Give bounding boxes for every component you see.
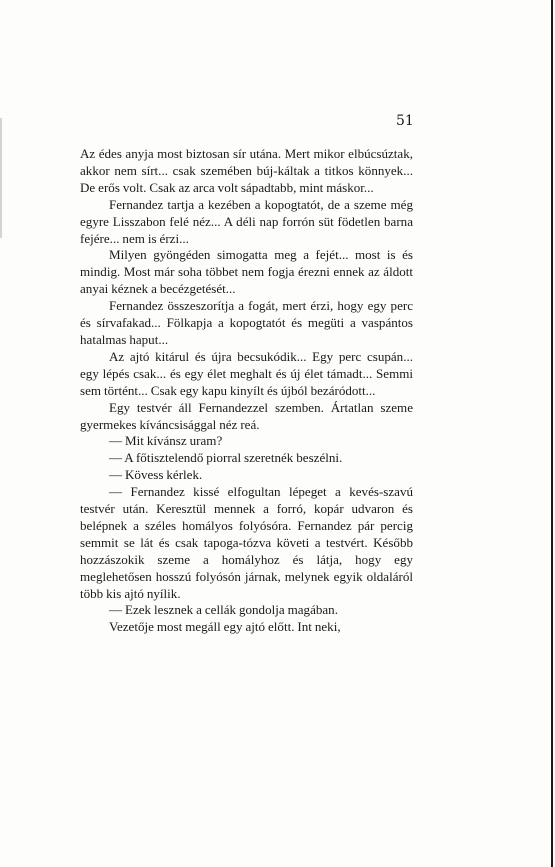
body-text [80, 146, 413, 636]
paragraph: — Fernandez kissé elfogultan lépeget a kevés-szavú testvér után. Keresztül mennek a forró, kopár udvaron és belépnek a széles homályos folyósóra. Fernandez pár percig semmit se lát és csak tapoga-tózva követi a testvért. Később hozzászokik szeme a homályhoz és látja, hogy egy meglehetősen hosszú folyósón járnak, melynek egyik oldaláról több kis ajtó nyílik. [80, 484, 413, 601]
page-edge-left [0, 118, 2, 238]
paragraph: Az ajtó kitárul és újra becsukódik... Egy perc csupán... egy lépés csak... és egy élet meghalt és új élet támadt... Semmi sem történt... Csak egy kapu kinyílt és újból bezáródott... [80, 348, 413, 398]
dialogue-line: — Ezek lesznek a cellák gondolja magában. [109, 602, 338, 618]
page-edge-right [551, 0, 553, 867]
paragraph: Milyen gyöngéden simogatta meg a fejét... most is és mindig. Most már soha többet nem fogja érezni ennek az áldott anyai kéznek a becézgetését... [80, 247, 413, 297]
dialogue-line: — A főtisztelendő piorral szeretnék beszélni. [109, 450, 343, 466]
page-number: 51 [396, 113, 414, 129]
dialogue-line: — Kövess kérlek. [109, 467, 203, 483]
paragraph: Egy testvér áll Fernandezzel szemben. Ártatlan szeme gyermekes kíváncsisággal néz reá. [80, 399, 413, 432]
dialogue-line: — Mit kívánsz uram? [109, 433, 223, 449]
paragraph: Vezetője most megáll egy ajtó előtt. Int neki, [109, 619, 341, 635]
paragraph: Fernandez tartja a kezében a kopogtatót, de a szeme még egyre Lisszabon felé néz... A déli nap forrón süt födetlen barna fejére... nem is érzi... [80, 196, 413, 246]
paragraph: Az édes anyja most biztosan sír utána. Mert mikor elbúcsúztak, akkor nem sírt... csak szemében búj-káltak a titkos könnyek... De erős volt. Csak az arca volt sápadtabb, mint máskor... [80, 146, 413, 195]
paragraph: Fernandez összeszorítja a fogát, mert érzi, hogy egy perc és sírvafakad... Fölkapja a kopogtatót és megüti a vaspántos hatalmas haput... [80, 298, 413, 347]
